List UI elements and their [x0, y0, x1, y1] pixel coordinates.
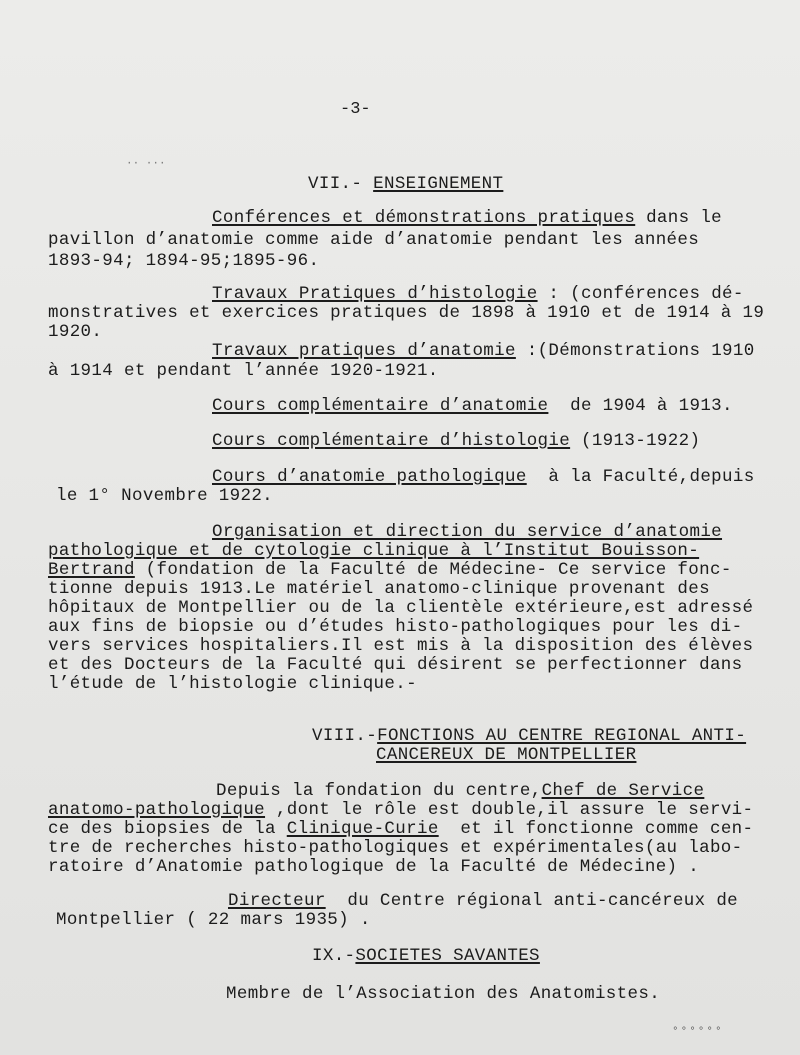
section-9-numeral: IX.- [312, 946, 356, 966]
cours-histologie-line: Cours complémentaire d’histologie (1913-1922) [212, 431, 701, 451]
organisation-line-1 [212, 522, 722, 542]
section-8-title-1: FONCTIONS AU CENTRE REGIONAL ANTI- [377, 726, 747, 746]
organisation-title-3: Bertrand [48, 560, 135, 580]
organisation-body-line: et des Docteurs de la Faculté qui désirent se perfectionner dans [48, 655, 743, 675]
centre-para-line-2: anatomo-pathologique ,dont le rôle est double,il assure le servi- [48, 800, 754, 820]
section-9-heading [312, 946, 540, 966]
conferences-line-3: 1893-94; 1894-95;1895-96. [48, 251, 320, 271]
organisation-line-2 [48, 541, 699, 561]
section-8-heading-line-2 [376, 745, 636, 765]
directeur-line-1: Directeur du Centre régional anti-cancéreux de [228, 891, 739, 911]
centre-para-line-5: ratoire d’Anatomie pathologique de la Faculté de Médecine) . [48, 857, 700, 877]
section-9-title: SOCIETES SAVANTES [355, 946, 540, 966]
anatomo-pathologique: anatomo-pathologique [48, 800, 266, 820]
ink-smudge: ·· ··· [126, 158, 166, 170]
tp-anatomie-line-2: à 1914 et pendant l’année 1920-1921. [48, 361, 439, 381]
centre-para-line-4: tre de recherches histo-pathologiques et expérimentales(au labo- [48, 838, 743, 858]
organisation-body-line: aux fins de biopsie ou d’études histo-pathologiques pour les di- [48, 617, 743, 637]
footer-dots: °°°°°° [672, 1026, 724, 1038]
organisation-line-3: Bertrand (fondation de la Faculté de Médecine- Ce service fonc- [48, 560, 732, 580]
conferences-title: Conférences et démonstrations pratiques [212, 208, 636, 228]
cours-pathologique-line-1: Cours d’anatomie pathologique à la Faculté,depuis [212, 467, 755, 487]
tp-histologie-line-1: Travaux Pratiques d’histologie : (conférences dé- [212, 284, 744, 304]
organisation-body-line: l’étude de l’histologie clinique.- [48, 674, 417, 694]
centre-para-line-3: ce des biopsies de la Clinique-Curie et il fonctionne comme cen- [48, 819, 754, 839]
tp-histologie-title: Travaux Pratiques d’histologie [212, 284, 538, 304]
cours-anatomie-title: Cours complémentaire d’anatomie [212, 396, 549, 416]
page-number: -3- [340, 100, 371, 119]
section-7-numeral: VII.- [308, 174, 374, 194]
tp-histologie-line-2: monstratives et exercices pratiques de 1898 à 1910 et de 1914 à 19 [48, 303, 765, 323]
conferences-line-2: pavillon d’anatomie comme aide d’anatomie pendant les années [48, 230, 700, 250]
organisation-title-1: Organisation et direction du service d’anatomie [212, 522, 723, 542]
conferences-line-1: Conférences et démonstrations pratiques dans le [212, 208, 723, 228]
societes-line: Membre de l’Association des Anatomistes. [226, 984, 661, 1004]
chef-de-service: Chef de Service [541, 781, 705, 801]
tp-histologie-line-3: 1920. [48, 322, 103, 342]
clinique-curie: Clinique-Curie [286, 819, 439, 839]
section-8-numeral: VIII.- [312, 726, 378, 746]
organisation-body-line: vers services hospitaliers.Il est mis à la disposition des élèves [48, 636, 754, 656]
directeur-title: Directeur [228, 891, 326, 911]
organisation-title-2: pathologique et de cytologie clinique à l’Institut Bouisson- [48, 541, 700, 561]
cours-pathologique-line-2: le 1° Novembre 1922. [56, 486, 274, 506]
organisation-body-line: hôpitaux de Montpellier ou de la clientèle extérieure,est adressé [48, 598, 754, 618]
cours-pathologique-title: Cours d’anatomie pathologique [212, 467, 527, 487]
cours-histologie-title: Cours complémentaire d’histologie [212, 431, 571, 451]
directeur-line-2: Montpellier ( 22 mars 1935) . [56, 910, 371, 930]
section-7-heading [308, 174, 503, 194]
section-7-title: ENSEIGNEMENT [373, 174, 504, 194]
section-8-title-2: CANCEREUX DE MONTPELLIER [376, 745, 637, 765]
centre-para-line-1: Depuis la fondation du centre,Chef de Service [216, 781, 705, 801]
section-8-heading-line-1 [312, 726, 746, 746]
cours-anatomie-line: Cours complémentaire d’anatomie de 1904 à 1913. [212, 396, 733, 416]
tp-anatomie-title: Travaux pratiques d’anatomie [212, 341, 516, 361]
organisation-body-line: tionne depuis 1913.Le matériel anatomo-clinique provenant des [48, 579, 710, 599]
tp-anatomie-line-1: Travaux pratiques d’anatomie :(Démonstrations 1910 [212, 341, 755, 361]
